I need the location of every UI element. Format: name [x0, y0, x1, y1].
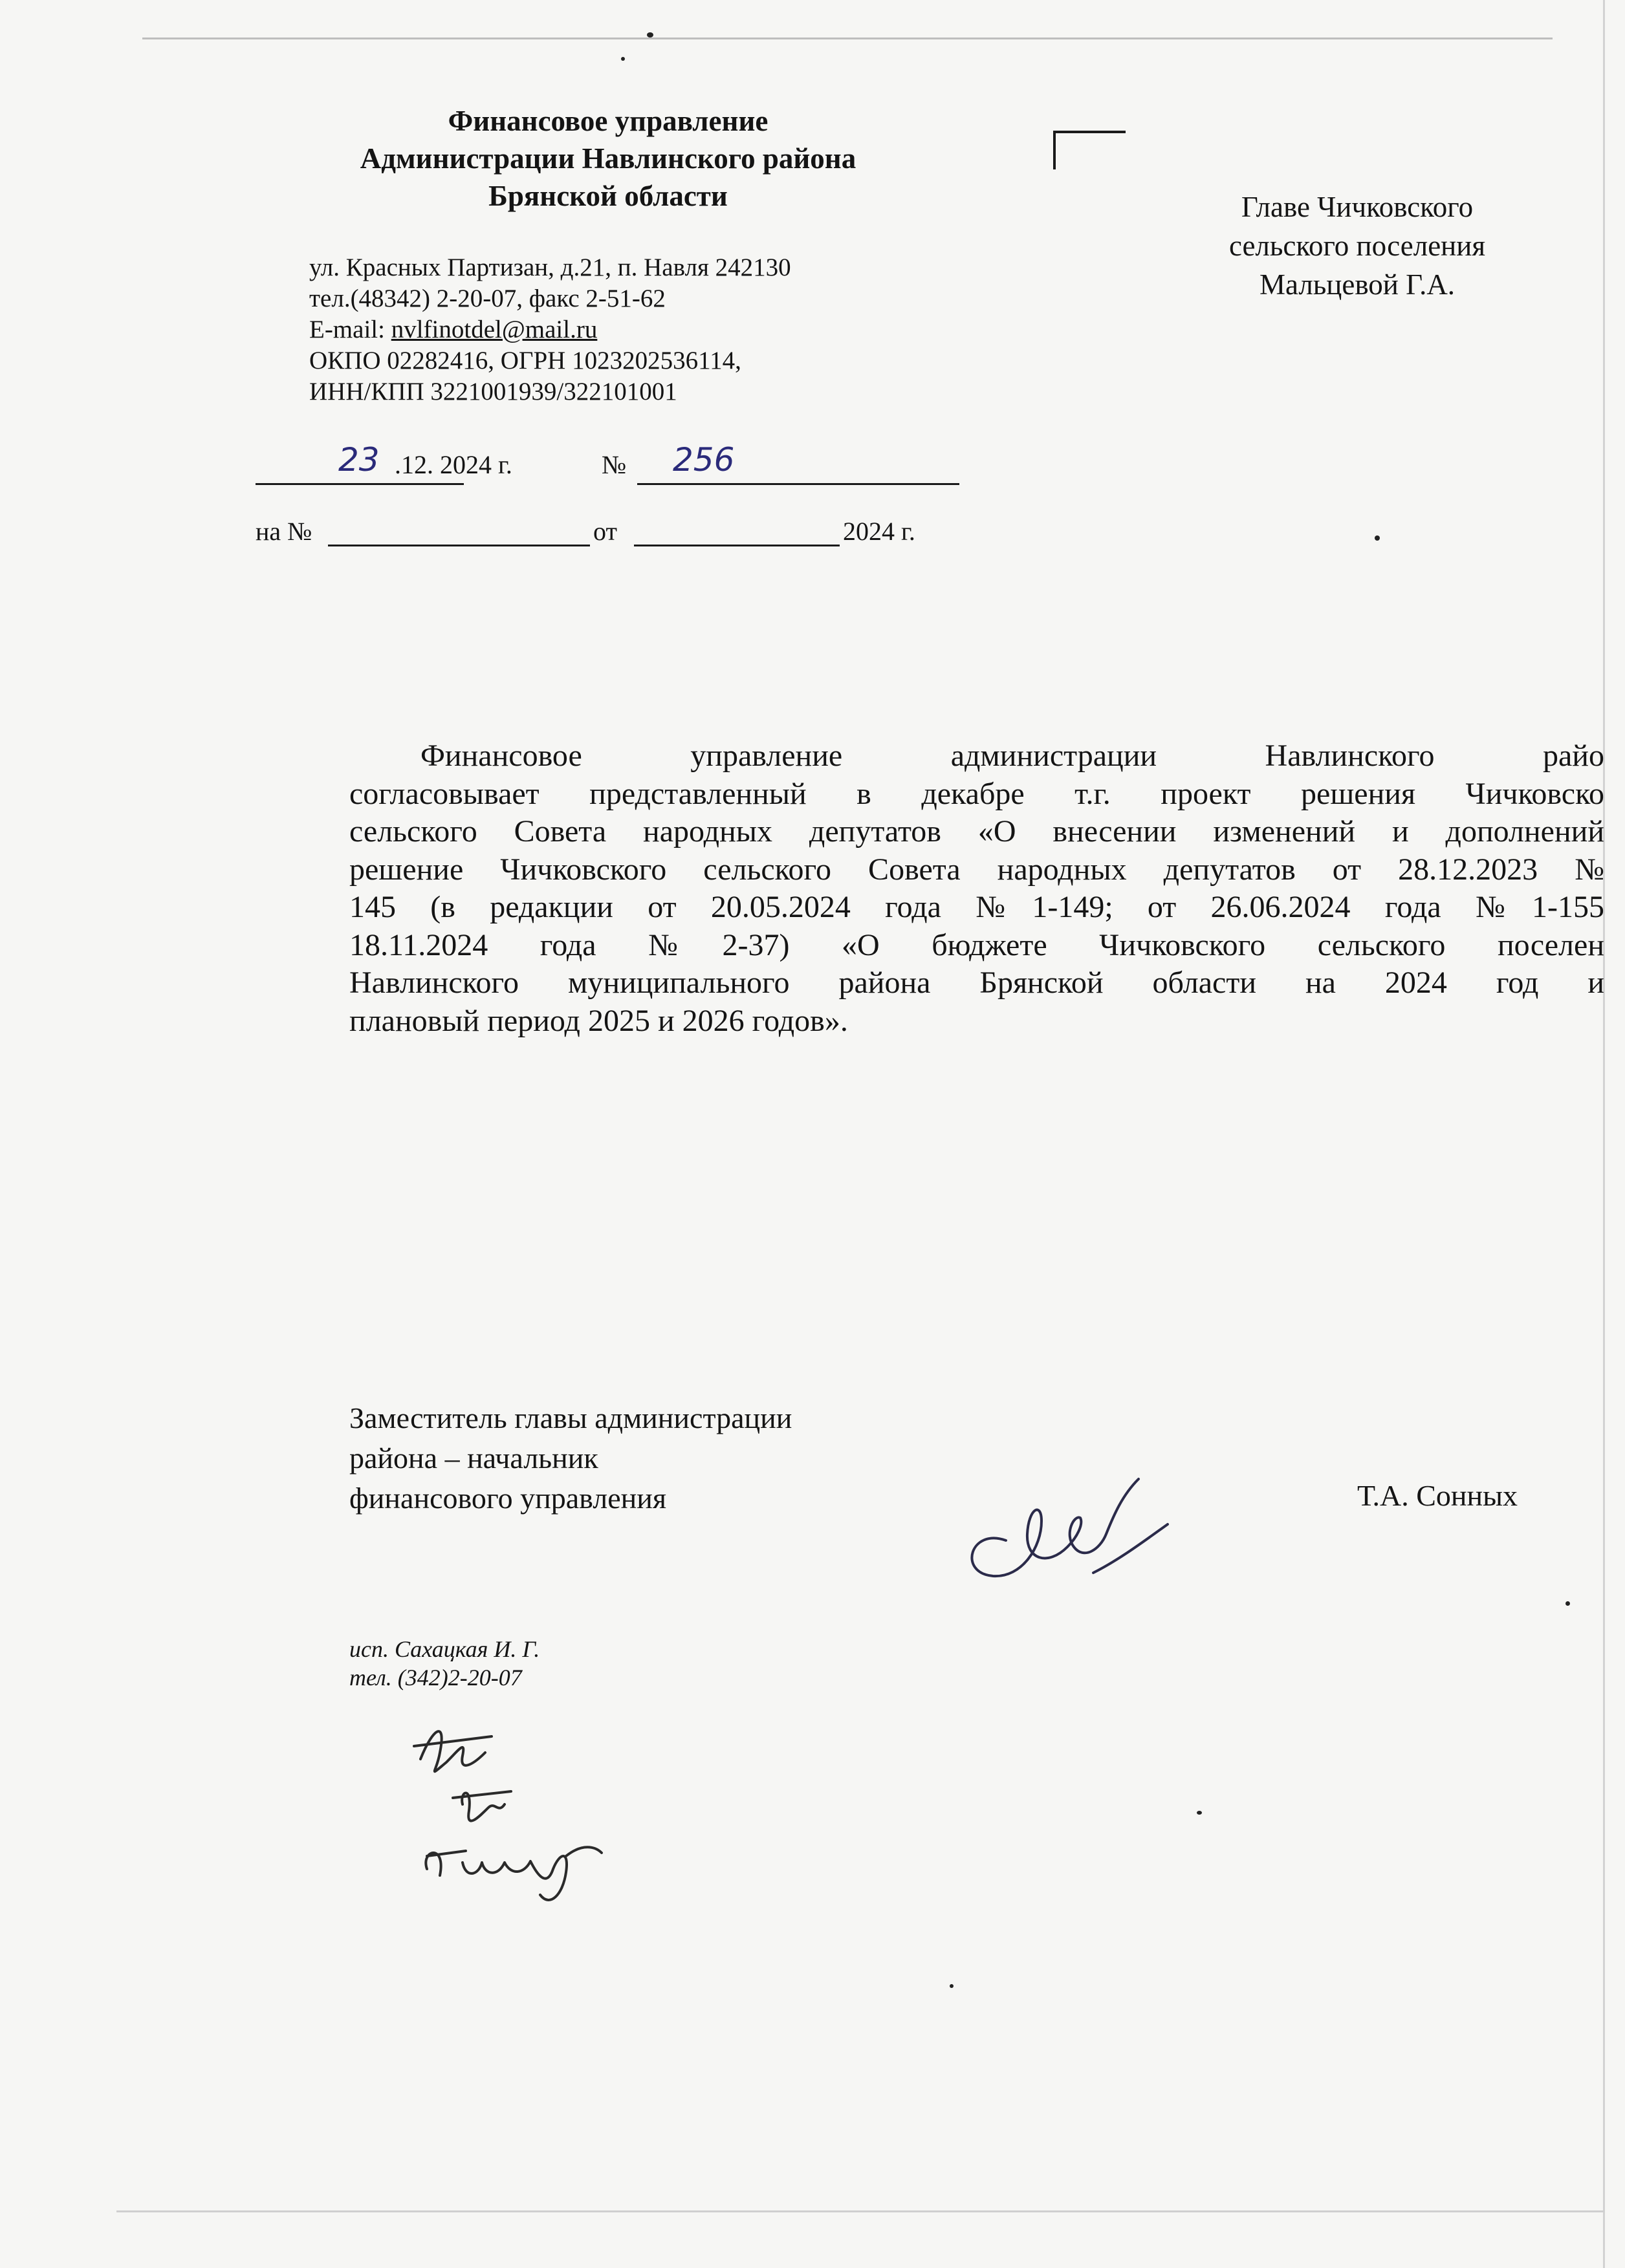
addressee-block	[1170, 188, 1545, 304]
handwritten-signature	[944, 1463, 1177, 1592]
sender-organization	[272, 102, 944, 215]
body-line-1: Финансовое управление администрации Навлинского райо	[420, 739, 1604, 773]
approval-initials	[401, 1701, 621, 1921]
sender-okpo: ОКПО 02282416, ОГРН 1023202536114,	[309, 347, 741, 374]
scan-speck	[950, 1984, 954, 1988]
sender-address: ул. Красных Партизан, д.21, п. Навля 242130	[309, 254, 791, 281]
sender-contacts	[309, 252, 791, 407]
signatory-name: Т.А. Сонных	[1357, 1479, 1518, 1512]
addressee-line-3: Мальцевой Г.А.	[1259, 268, 1456, 301]
scan-edge-bottom	[116, 2210, 1604, 2212]
body-line-4: решение Чичковского сельского Совета народных депутатов от 28.12.2023 №	[349, 852, 1604, 887]
body-line-7: Навлинского муниципального района Брянской области на 2024 год и	[349, 966, 1604, 1000]
body-line-8: плановый период 2025 и 2026 годов».	[349, 1003, 848, 1038]
org-line-2: Администрации Навлинского района	[360, 142, 856, 175]
org-line-3: Брянской области	[488, 180, 728, 212]
org-line-1: Финансовое управление	[448, 105, 769, 137]
signatory-title-line-3: финансового управления	[349, 1482, 667, 1515]
sender-inn: ИНН/КПП 3221001939/322101001	[309, 378, 677, 405]
registration-day: 23	[338, 441, 380, 479]
number-underline	[637, 483, 959, 485]
address-corner-mark	[1053, 131, 1126, 169]
signatory-title-line-1: Заместитель главы администрации	[349, 1401, 792, 1434]
registration-date-suffix: .12. 2024 г.	[395, 450, 512, 479]
scan-speck	[1197, 1811, 1202, 1815]
scan-speck	[621, 57, 625, 61]
executor-name: исп. Сахацкая И. Г.	[349, 1636, 540, 1662]
body-line-5: 145 (в редакции от 20.05.2024 года №1-149; от 26.06.2024 года №1-155	[349, 890, 1604, 924]
email-link[interactable]: nvlfinotdel@mail.ru	[391, 316, 598, 343]
signatory-title-line-2: района – начальник	[349, 1442, 598, 1474]
reference-prefix: на №	[256, 517, 312, 546]
reference-line	[256, 514, 941, 553]
executor-phone: тел. (342)2-20-07	[349, 1665, 522, 1690]
letter-body	[349, 737, 1604, 1040]
scan-speck	[1375, 535, 1380, 541]
scan-edge-right	[1603, 0, 1605, 2268]
scan-edge-top	[142, 38, 1553, 39]
sender-email-line	[309, 314, 791, 345]
body-line-3: сельского Совета народных депутатов «О внесении изменений и дополнений	[349, 814, 1604, 848]
scan-speck	[647, 32, 653, 38]
reference-from-label: от	[593, 517, 617, 546]
reference-date-underline	[634, 545, 840, 546]
registration-number: 256	[673, 441, 735, 479]
date-underline	[256, 483, 464, 485]
executor-block	[349, 1635, 540, 1692]
body-line-2: согласовывает представленный в декабре т.г. проект решения Чичковско	[349, 776, 1604, 811]
body-line-6: 18.11.2024 года №2-37) «О бюджете Чичковского сельского поселен	[349, 927, 1604, 962]
sender-phone: тел.(48342) 2-20-07, факс 2-51-62	[309, 285, 666, 312]
addressee-line-1: Главе Чичковского	[1241, 191, 1474, 223]
scan-speck	[1565, 1601, 1570, 1606]
reference-year: 2024 г.	[843, 517, 915, 546]
registration-line	[256, 440, 959, 485]
reference-number-underline	[328, 545, 590, 546]
email-label: E-mail:	[309, 316, 391, 343]
signatory-title	[349, 1398, 792, 1518]
registration-number-label: №	[602, 450, 627, 479]
addressee-line-2: сельского поселения	[1228, 230, 1486, 262]
